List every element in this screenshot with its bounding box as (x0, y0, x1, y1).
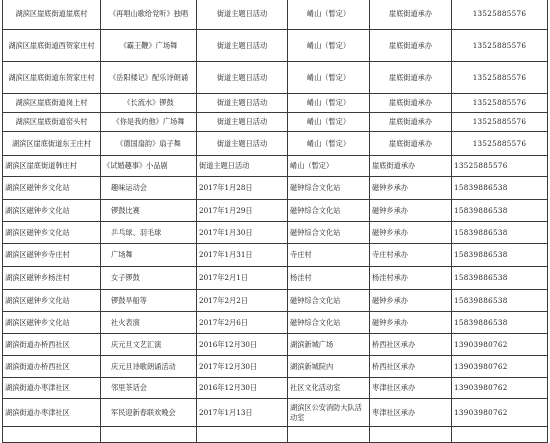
event-cell: 2017年2月6日 (197, 312, 288, 334)
table-row (3, 177, 548, 200)
program-cell: 庆元旦文艺汇演 (101, 334, 197, 356)
venue-cell: 崤山（暂定） (288, 30, 370, 62)
phone-cell: 15839886538 (452, 200, 548, 222)
phone-cell: 15839886538 (452, 290, 548, 312)
phone-cell: 15839886538 (452, 177, 548, 200)
venue-cell: 崤山（暂定） (288, 113, 370, 132)
organizer-cell: 湖滨区崖底街道东王庄村 (3, 132, 101, 156)
program-cell: 庆元旦诗歌朗诵活动 (101, 356, 197, 378)
table-row (3, 0, 548, 30)
phone-cell: 13525885576 (452, 132, 548, 156)
venue-cell: 杨洼村 (288, 267, 370, 290)
program-cell (101, 427, 197, 443)
table-row (3, 356, 548, 378)
venue-cell: 崤山（暂定） (288, 0, 370, 30)
phone-cell: 13525885576 (452, 156, 548, 177)
organizer-cell: 湖滨区崖底街道窑头村 (3, 113, 101, 132)
phone-cell: 15839886538 (452, 222, 548, 244)
host-cell: 磁钟乡承办 (370, 222, 452, 244)
organizer-cell: 湖滨区磁钟乡文化站 (3, 290, 101, 312)
venue-cell: 崤山（暂定） (288, 94, 370, 113)
host-cell: 崖底街道承办 (370, 94, 452, 113)
phone-cell: 13525885576 (452, 94, 548, 113)
program-cell: 锣鼓旱船等 (101, 290, 197, 312)
venue-cell: 崤山（暂定） (288, 156, 370, 177)
table-row (3, 244, 548, 267)
venue-cell: 磁钟综合文化站 (288, 312, 370, 334)
program-cell: 广场舞 (101, 244, 197, 267)
host-cell: 崖底街道承办 (370, 30, 452, 62)
table-row (3, 30, 548, 62)
organizer-cell: 湖滨区崖底街道崖底村 (3, 0, 101, 30)
table-row (3, 312, 548, 334)
program-cell: 《岳阳楼记》配乐诗朗诵 (101, 62, 197, 94)
host-cell (370, 427, 452, 443)
phone-cell: 15839886538 (452, 267, 548, 290)
organizer-cell (3, 427, 101, 443)
host-cell: 寺庄村承办 (370, 244, 452, 267)
program-cell: 锣鼓比赛 (101, 200, 197, 222)
phone-cell: 15839886538 (452, 312, 548, 334)
event-cell: 2017年1月30日 (197, 222, 288, 244)
table-row (3, 94, 548, 113)
event-schedule-table (2, 0, 548, 443)
event-cell: 街道主题日活动 (197, 113, 288, 132)
venue-cell: 寺庄村 (288, 244, 370, 267)
table-row (3, 427, 548, 443)
host-cell: 杨洼村承办 (370, 267, 452, 290)
phone-cell: 13525885576 (452, 62, 548, 94)
organizer-cell: 湖滨街道办枣津社区 (3, 378, 101, 399)
organizer-cell: 湖滨区崖底街道岗上村 (3, 94, 101, 113)
phone-cell: 15839886538 (452, 244, 548, 267)
organizer-cell: 湖滨区磁钟乡杨洼村 (3, 267, 101, 290)
event-cell: 2017年1月31日 (197, 244, 288, 267)
venue-cell: 磁钟综合文化站 (288, 222, 370, 244)
host-cell: 枣津社区承办 (370, 399, 452, 427)
host-cell: 枣津社区承办 (370, 378, 452, 399)
venue-cell: 磁钟综合文化站 (288, 290, 370, 312)
table-body (3, 0, 548, 443)
organizer-cell: 湖滨区磁钟乡文化站 (3, 312, 101, 334)
event-cell: 2016年12月30日 (197, 334, 288, 356)
program-cell: 军民迎新春联欢晚会 (101, 399, 197, 427)
venue-cell: 磁钟综合文化站 (288, 200, 370, 222)
table-row (3, 267, 548, 290)
event-cell: 2016年12月30日 (197, 378, 288, 399)
host-cell: 崖底街道承办 (370, 113, 452, 132)
program-cell: 《再唱山歌给党听》独唱 (101, 0, 197, 30)
phone-cell: 13903980762 (452, 399, 548, 427)
program-cell: 《你是我的他》广场舞 (101, 113, 197, 132)
program-cell: 趣味运动会 (101, 177, 197, 200)
event-cell: 街道主题日活动 (197, 94, 288, 113)
event-cell: 2017年1月29日 (197, 200, 288, 222)
venue-cell: 湖滨新城院内 (288, 356, 370, 378)
event-cell: 2017年12月30日 (197, 356, 288, 378)
organizer-cell: 湖滨区磁钟乡文化站 (3, 222, 101, 244)
table-row (3, 334, 548, 356)
event-cell: 街道主题日活动 (197, 0, 288, 30)
venue-cell: 湖滨区公安消防大队活动室 (288, 399, 370, 427)
organizer-cell: 湖滨区崖底街道韩庄村 (3, 156, 101, 177)
program-cell: 社火表演 (101, 312, 197, 334)
phone-cell: 13903980762 (452, 334, 548, 356)
venue-cell: 湖滨新城广场 (288, 334, 370, 356)
table-row (3, 156, 548, 177)
venue-cell: 崤山（暂定） (288, 132, 370, 156)
table-row (3, 132, 548, 156)
phone-cell: 13525885576 (452, 30, 548, 62)
table-row (3, 399, 548, 427)
event-cell: 街道主题日活动 (197, 30, 288, 62)
host-cell: 磁钟乡承办 (370, 200, 452, 222)
venue-cell: 崤山（暂定） (288, 62, 370, 94)
host-cell: 桥西社区承办 (370, 334, 452, 356)
host-cell: 磁钟乡承办 (370, 290, 452, 312)
event-cell: 街道主题日活动 (197, 62, 288, 94)
program-cell: 《霸王鞭》广场舞 (101, 30, 197, 62)
phone-cell: 13525885576 (452, 113, 548, 132)
event-cell: 2017年2月2日 (197, 290, 288, 312)
event-cell (197, 427, 288, 443)
organizer-cell: 湖滨街道办桥西社区 (3, 356, 101, 378)
host-cell: 崖底街道承办 (370, 132, 452, 156)
program-cell: 《试婚趣事》小品剧 (101, 156, 197, 177)
table-row (3, 290, 548, 312)
event-cell: 2017年1月28日 (197, 177, 288, 200)
venue-cell (288, 427, 370, 443)
table-row (3, 62, 548, 94)
venue-cell: 社区文化活动室 (288, 378, 370, 399)
program-cell: 乒乓球、羽毛球 (101, 222, 197, 244)
host-cell: 崖底街道承办 (370, 156, 452, 177)
program-cell: 《德国扇韵》扇子舞 (101, 132, 197, 156)
event-cell: 街道主题日活动 (197, 132, 288, 156)
organizer-cell: 湖滨区磁钟乡文化站 (3, 177, 101, 200)
event-cell: 街道主题日活动 (197, 156, 288, 177)
host-cell: 桥西社区承办 (370, 356, 452, 378)
organizer-cell: 湖滨区磁钟乡寺庄村 (3, 244, 101, 267)
host-cell: 崖底街道承办 (370, 62, 452, 94)
host-cell: 崖底街道承办 (370, 0, 452, 30)
venue-cell: 磁钟综合文化站 (288, 177, 370, 200)
phone-cell (452, 427, 548, 443)
host-cell: 磁钟乡承办 (370, 312, 452, 334)
event-cell: 2017年2月1日 (197, 267, 288, 290)
organizer-cell: 湖滨区磁钟乡文化站 (3, 200, 101, 222)
phone-cell: 13525885576 (452, 0, 548, 30)
organizer-cell: 湖滨区崖底街道西贺家庄村 (3, 30, 101, 62)
table-row (3, 113, 548, 132)
phone-cell: 13903980762 (452, 378, 548, 399)
organizer-cell: 湖滨街道办桥西社区 (3, 334, 101, 356)
table-row (3, 200, 548, 222)
host-cell: 磁钟乡承办 (370, 177, 452, 200)
program-cell: 女子锣鼓 (101, 267, 197, 290)
table-row (3, 378, 548, 399)
event-cell: 2017年1月13日 (197, 399, 288, 427)
phone-cell: 13903980762 (452, 356, 548, 378)
organizer-cell: 湖滨区崖底街道东贺家庄村 (3, 62, 101, 94)
program-cell: 邻里茶话会 (101, 378, 197, 399)
table-row (3, 222, 548, 244)
organizer-cell: 湖滨街道办枣津社区 (3, 399, 101, 427)
program-cell: 《长流水》锣鼓 (101, 94, 197, 113)
